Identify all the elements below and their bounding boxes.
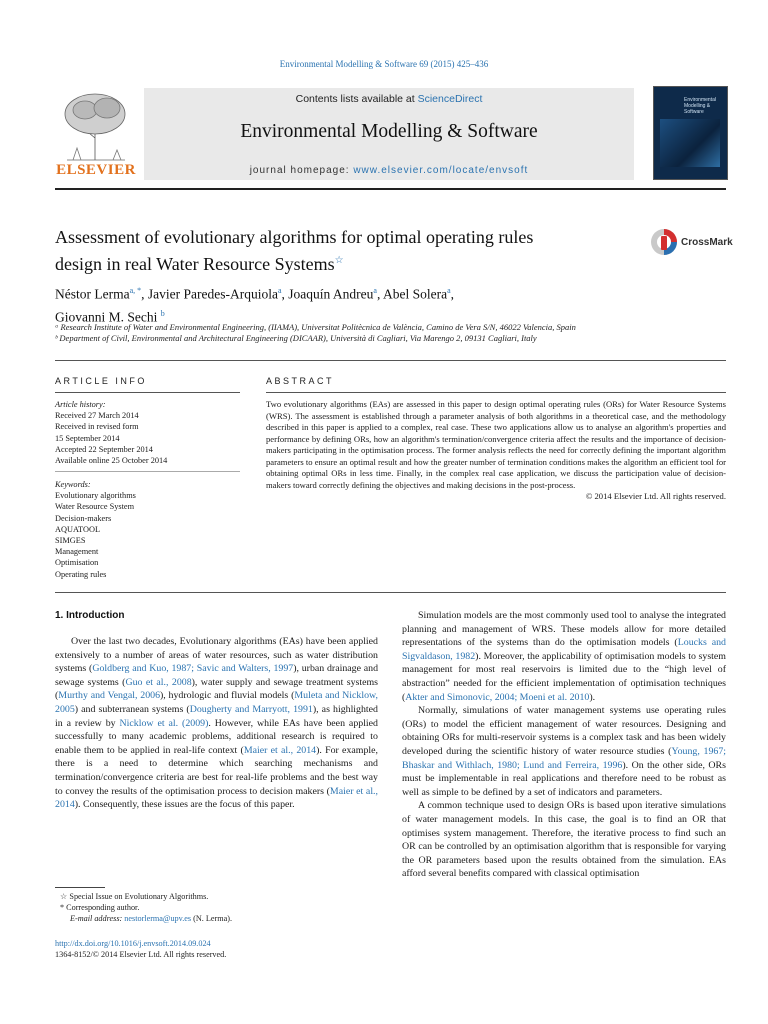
cover-artwork <box>660 119 720 167</box>
title-footnote-mark[interactable]: ☆ <box>334 255 344 266</box>
history-label: Article history: <box>55 400 106 409</box>
journal-header-band <box>144 88 634 180</box>
paragraph-text: ). On the other side, ORs must be implementable in real applications and therefore need to be robust as well as simple to be defined by a set of indicators and parameters. <box>402 759 726 798</box>
crossmark-label: CrossMark <box>681 237 733 248</box>
contents-available <box>144 93 634 105</box>
author-name[interactable]: Javier Paredes-Arquiola <box>147 286 278 302</box>
footnotes <box>60 891 360 924</box>
citation-link[interactable]: Guo et al., 2008 <box>125 676 192 688</box>
author-affiliation-mark[interactable]: a <box>373 286 377 295</box>
author-affiliation-mark[interactable]: a <box>447 286 451 295</box>
footnote-rule <box>55 887 105 888</box>
paragraph-text: ). Consequently, these issues are the focus of this paper. <box>74 799 295 811</box>
paragraph-text: Over the last two decades, Evolutionary algorithms (EAs) have been applied extensively to a number of areas of water resources, such as water distribution systems ( <box>55 636 378 675</box>
body-rule <box>55 592 726 593</box>
introduction-heading: 1. Introduction <box>55 610 125 621</box>
history-item: Available online 25 October 2014 <box>55 456 168 466</box>
citation-link[interactable]: Maier et al., 2014 <box>243 744 317 756</box>
citation-link[interactable]: Maier et al., 2014 <box>55 785 378 811</box>
homepage-prefix: journal homepage: <box>249 165 354 176</box>
journal-citation[interactable]: Environmental Modelling & Software 69 (2015) 425–436 <box>279 59 489 69</box>
keyword-item: Optimisation <box>55 558 99 568</box>
email-suffix: (N. Lerma). <box>191 914 233 923</box>
author-name[interactable]: Néstor Lerma <box>55 286 130 302</box>
section-rule <box>55 360 726 361</box>
sciencedirect-link[interactable]: ScienceDirect <box>417 93 483 105</box>
title-line-2-text: design in real Water Resource Systems <box>55 254 335 274</box>
author-name[interactable]: Abel Solera <box>383 286 448 302</box>
keywords-block <box>55 479 240 580</box>
keyword-item: SIMGES <box>55 536 86 546</box>
citation-link[interactable]: Dougherty and Marryott, 1991 <box>189 703 313 715</box>
citation-link[interactable]: Murthy and Vengal, 2006 <box>58 690 161 702</box>
citation-link[interactable]: Young, 1967; Bhaskar and Withlach, 1980; Lund and Ferreira, 1996 <box>402 745 726 771</box>
history-keywords-rule <box>55 471 240 472</box>
author-separator: , <box>450 286 455 302</box>
paragraph-text: ), urban drainage and sewage systems ( <box>55 663 379 688</box>
cover-title: Environmental Modelling & Software <box>684 97 716 115</box>
article-history <box>55 399 240 466</box>
article-info-heading: ARTICLE INFO <box>55 376 147 386</box>
paragraph-text: ), hydrologic and fluvial models ( <box>160 690 295 702</box>
title-line-1: Assessment of evolutionary algorithms for optimal operating rules <box>55 227 534 247</box>
affiliation-b: ᵇ Department of Civil, Environmental and Architectural Engineering (DICAAR), Università di Cagliari, Via Marengo 2, 09131 Cagliari, Italy <box>55 333 537 343</box>
abstract-body <box>266 399 726 503</box>
paragraph-text: ) and subterranean systems ( <box>74 703 190 715</box>
author-affiliation-mark[interactable]: b <box>160 308 165 318</box>
email-link[interactable]: nestorlerma@upv.es <box>124 914 192 923</box>
author-list <box>55 281 655 326</box>
homepage-link[interactable]: www.elsevier.com/locate/envsoft <box>353 165 529 176</box>
issn-copyright: 1364-8152/© 2014 Elsevier Ltd. All rights reserved. <box>55 950 227 959</box>
affiliation-a: ᵃ Research Institute of Water and Environmental Engineering, (IIAMA), Universitat Politècnica de València, Camino de Vera S/N, 46022 Valencia, Spain <box>55 322 576 332</box>
keyword-item: Management <box>55 547 99 557</box>
crossmark-badge[interactable] <box>650 228 735 260</box>
abstract-heading: ABSTRACT <box>266 376 335 386</box>
author-affiliation-mark[interactable]: a, * <box>129 286 142 295</box>
paper-title <box>55 226 630 276</box>
authors-line-1 <box>55 281 655 304</box>
author-affiliation-mark[interactable]: a <box>277 286 282 295</box>
left-column <box>55 635 378 812</box>
email-label: E-mail address: <box>70 914 125 923</box>
citation-link[interactable]: Akter and Simonovic, 2004; Moeni et al. 2010 <box>405 691 590 703</box>
keyword-item: Decision-makers <box>55 513 112 523</box>
paragraph-text: . However, while EAs have been applied successfully to many academic problems, additional research is required to enable them to be applied in real-life context ( <box>55 717 378 756</box>
keyword-item: Evolutionary algorithms <box>55 491 136 501</box>
intro-paragraph-1 <box>55 635 378 812</box>
author-name[interactable]: Giovanni M. Sechi <box>55 309 158 324</box>
history-item: 15 September 2014 <box>55 433 120 443</box>
footnote-special-issue: ☆ Special Issue on Evolutionary Algorithms. <box>60 892 209 901</box>
paragraph-text: ), water supply and sewage treatment systems ( <box>55 676 379 702</box>
history-item: Received in revised form <box>55 422 139 432</box>
right-column <box>402 609 726 881</box>
abstract-rule <box>266 392 726 393</box>
citation-link[interactable]: Nicklow et al. (2009) <box>119 717 209 729</box>
elsevier-tree-icon <box>55 88 137 162</box>
title-line-2 <box>55 249 630 276</box>
author-name[interactable]: Joaquín Andreu <box>288 286 374 302</box>
author-separator: , <box>141 286 148 302</box>
history-item: Received 27 March 2014 <box>55 411 139 421</box>
journal-cover-thumbnail[interactable] <box>653 86 728 180</box>
journal-title: Environmental Modelling & Software <box>240 121 538 142</box>
footnote-corresponding: * Corresponding author. <box>60 903 140 912</box>
footnote-email <box>60 913 360 924</box>
crossmark-icon <box>650 228 678 256</box>
keyword-item: Operating rules <box>55 569 107 579</box>
elsevier-logo[interactable] <box>55 88 137 180</box>
author-separator: , <box>281 286 289 302</box>
citation-link[interactable]: Muleta and Nicklow, 2005 <box>55 690 379 715</box>
article-info-rule <box>55 392 240 393</box>
contents-prefix: Contents lists available at <box>295 93 418 105</box>
paragraph-text: Simulation models are the most commonly used tool to analyse the integrated planning and management of WRS. These models allow for more detailed representations of the systems than do the optimisation models ( <box>402 610 726 649</box>
author-separator: , <box>376 286 383 302</box>
citation-link[interactable]: Loucks and Sigvaldason, 1982 <box>402 637 726 662</box>
elsevier-wordmark: ELSEVIER <box>56 162 136 178</box>
history-item: Accepted 22 September 2014 <box>55 444 153 454</box>
header-rule <box>55 188 726 190</box>
paragraph-text: A common technique used to design ORs is based upon iterative simulations of water management models. In this case, the goal is to find an OR that optimises system management. Therefore, the iterative process to find such an OR can be controlled by an optimisation algorithm that is responsible for varying the OR parameters based upon the results obtained from the simulation. EAs afford several benefits compared with classical optimisation <box>402 800 726 880</box>
doi-link[interactable]: http://dx.doi.org/10.1016/j.envsoft.2014.09.024 <box>55 939 211 948</box>
paragraph-text: ). For example, there is a need to determine which searching mechanisms and termination/convergence criteria are best for real-life problems and the best way to convey the results of the optimisation process to decision makers ( <box>55 744 378 797</box>
abstract-text: Two evolutionary algorithms (EAs) are assessed in this paper to design optimal operating rules (ORs) for Water Resource Systems (WRS). The assessment is established through a parameter analysis of both algorithms in a theoretical case, and the methodology described in this paper is applied to a complex, real case. These two applications allow us to analyse an algorithm's properties and performance by defining ORs, how an algorithm's termination/convergence criteria affect the results and the importance of decision-makers participating in the optimisation process. The former analysis reflects the need for correctly defining the important algorithm parameters to ensure an optimal result and how the greater number of termination conditions makes the algorithm an efficient tool for obtaining optimal ORs in less time. Finally, in the complex real case application, we discuss the participation value of decision-makers toward correctly defining the objectives and making decisions in the post-process. <box>266 399 726 490</box>
keyword-item: AQUATOOL <box>55 524 101 534</box>
doi-block <box>55 938 355 960</box>
keywords-label: Keywords: <box>55 480 91 489</box>
citation-link[interactable]: Goldberg and Kuo, 1987; Savic and Walters, 1997 <box>92 663 294 675</box>
paragraph-text: ). <box>589 691 596 703</box>
journal-homepage <box>144 165 634 176</box>
intro-paragraph-2 <box>402 609 726 704</box>
paragraph-text: Normally, simulations of water management systems use operating rules (ORs) to model the efficient management of water resources. Designing and obtaining ORs for multi-reservoir systems is a complex task and has been widely developed during the scientific history of water resource studies ( <box>402 705 726 757</box>
abstract-copyright: © 2014 Elsevier Ltd. All rights reserved. <box>585 491 726 501</box>
paragraph-text: ), as highlighted in a review by <box>55 703 378 729</box>
paragraph-text: ). Moreover, the applicability of optimisation models to system management for most real reservoirs is limited due to the “high level of abstraction” needed for the efficient implementation of optimisation techniques ( <box>402 650 726 703</box>
intro-paragraph-3 <box>402 704 726 799</box>
intro-paragraph-4 <box>402 799 726 881</box>
keyword-item: Water Resource System <box>55 502 135 512</box>
